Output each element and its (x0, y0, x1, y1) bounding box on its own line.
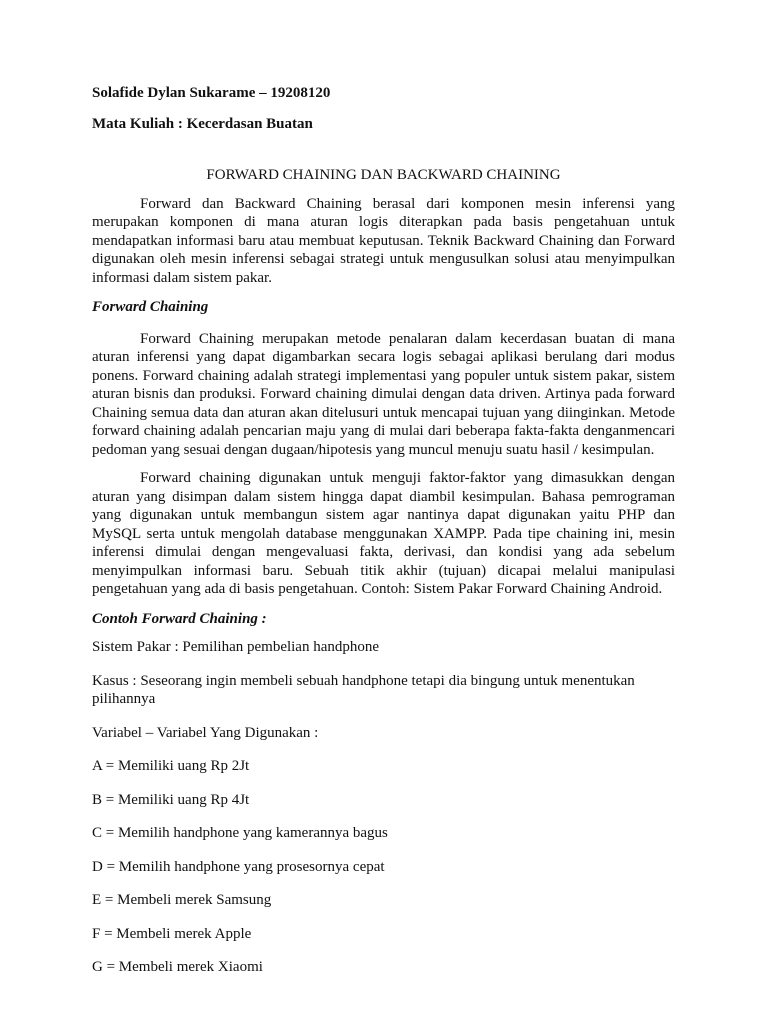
variable-item: A = Memiliki uang Rp 2Jt (92, 758, 250, 774)
variable-item: B = Memiliki uang Rp 4Jt (92, 791, 250, 808)
example-heading: Contoh Forward Chaining : (92, 610, 267, 627)
variables-label: Variabel – Variabel Yang Digunakan : (92, 724, 319, 741)
variable-item: G = Membeli merek Xiaomi (92, 959, 263, 975)
example-system: Sistem Pakar : Pemilihan pembelian handphone (92, 639, 380, 655)
variable-item: F = Membeli merek Apple (92, 925, 252, 942)
document-title: FORWARD CHAINING DAN BACKWARD CHAINING (206, 167, 561, 183)
course-line: Mata Kuliah : Kecerdasan Buatan (92, 115, 313, 132)
author-line: Solafide Dylan Sukarame – 19208120 (92, 85, 331, 101)
forward-paragraph-2: Forward chaining digunakan untuk menguji faktor-faktor yang dimasukkan dengan aturan yang disimpan dalam sistem hingga dapat diambil kesimpulan. Bahasa pemrograman yang digunakan untuk membangun sistem agar nantinya dapat digunakan yaitu PHP dan MySQL serta untuk mengolah database menggunakan XAMPP. Pada tipe chaining ini, mesin inferensi dimulai dengan mengevaluasi fakta, derivasi, dan kondisi yang ada sebelum menyimpulkan informasi baru. Sebuah titik akhir (tujuan) dicapai melalui manipulasi pengetahuan yang ada di basis pengetahuan. Contoh: Sistem Pakar Forward Chaining Android. (92, 470, 675, 597)
intro-paragraph: Forward dan Backward Chaining berasal dari komponen mesin inferensi yang merupakan komponen di mana aturan logis diterapkan pada basis pengetahuan untuk mendapatkan informasi baru atau membuat keputusan. Teknik Backward Chaining dan Forward digunakan oleh mesin inferensi sebagai strategi untuk mengusulkan solusi atau menyimpulkan informasi dalam sistem pakar. (92, 195, 675, 286)
variable-item: E = Membeli merek Samsung (92, 892, 272, 908)
example-kasus: Kasus : Seseorang ingin membeli sebuah handphone tetapi dia bingung untuk menentukan pilihannya (92, 672, 635, 707)
forward-chaining-heading: Forward Chaining (92, 299, 209, 315)
variable-item: C = Memilih handphone yang kamerannya bagus (92, 825, 388, 841)
variable-item: D = Memilih handphone yang prosesornya cepat (92, 858, 385, 875)
document-body (92, 84, 675, 992)
forward-paragraph-1: Forward Chaining merupakan metode penalaran dalam kecerdasan buatan di mana aturan inferensi yang dapat digambarkan secara logis sebagai aplikasi berulang dari modus ponens. Forward chaining adalah strategi implementasi yang populer untuk sistem pakar, sistem aturan bisnis dan produksi. Forward chaining dimulai dengan data driven. Artinya pada forward Chaining semua data dan aturan akan ditelusuri untuk mencapai tujuan yang diinginkan. Metode forward chaining adalah pencarian maju yang di mulai dari beberapa fakta-fakta denganmencari pedoman yang sesuai dengan dugaan/hipotesis yang muncul menuju suatu hasil / kesimpulan. (92, 330, 675, 458)
